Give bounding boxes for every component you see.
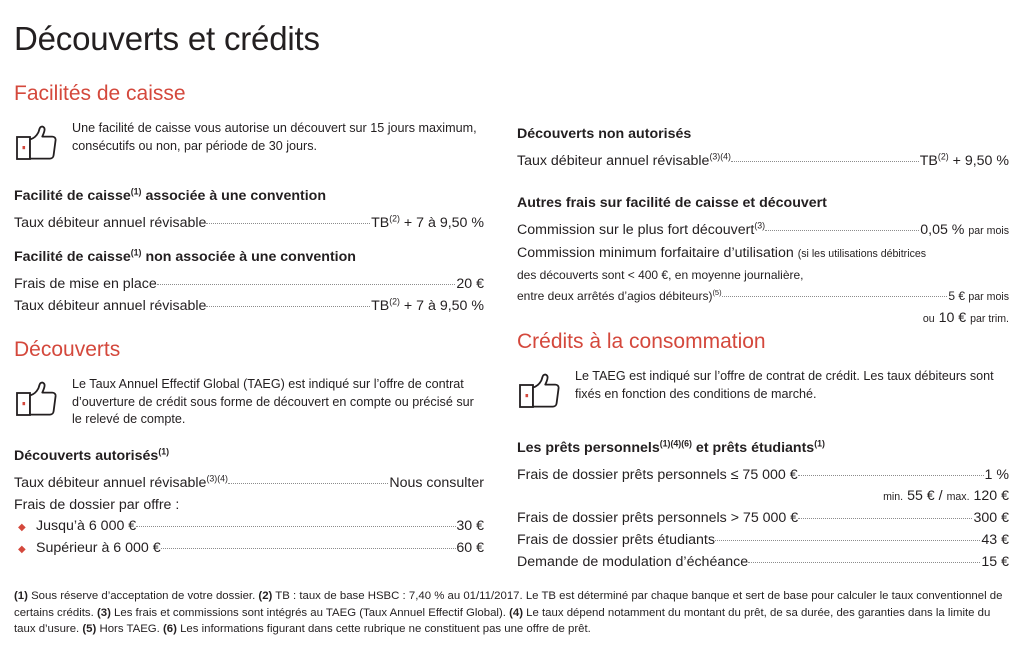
fee-value: 20 € xyxy=(456,276,484,292)
footnote-ref: (2) xyxy=(389,213,400,224)
footnote-text: Hors TAEG. xyxy=(96,623,163,635)
footnote-ref: (2) xyxy=(389,296,400,307)
intro-text-decouverts: Le Taux Annuel Effectif Global (TAEG) est indiqué sur l’offre de contrat d’ouverture de crédit sous forme de découvert en compte ou précisé sur le relevé de compte. xyxy=(72,377,474,426)
subheading-facilite-avec-convention xyxy=(14,187,484,205)
frais-dossier-label: Frais de dossier par offre : xyxy=(14,496,180,513)
leader-dots xyxy=(798,518,972,519)
fee-row xyxy=(517,150,1009,172)
fee-label: Frais de dossier prêts personnels > 75 000 € xyxy=(517,510,799,526)
intro-block-facilites xyxy=(14,120,484,169)
fee-value: $TB^{(2)} + 7$ à 9,50 % xyxy=(371,296,484,314)
alt-unit: par trim. xyxy=(970,313,1009,325)
leader-dots xyxy=(136,526,456,527)
fee-row-commission-minimum xyxy=(517,242,1009,329)
footnote-text: Les frais et commissions sont intégrés au TAEG (Taux Annuel Effectif Global). xyxy=(110,606,510,619)
fee-row xyxy=(14,212,484,234)
min-value: 55 € xyxy=(907,488,935,504)
subheading-prets-personnels xyxy=(517,439,1009,457)
footnote-text: Le taux dépend notamment du montant du prêt, de sa durée, des garanties dans la limite du taux d’usure. xyxy=(14,606,991,635)
fee-label: Supérieur à 6 000 € xyxy=(36,539,161,556)
fee-value: $TB^{(2)} + 9,50$ % xyxy=(919,151,1009,169)
footnote-ref: (1) xyxy=(158,445,170,456)
diamond-bullet-icon: ◆ xyxy=(18,543,26,555)
leader-dots xyxy=(731,161,919,162)
commission-minimum-alt-value xyxy=(517,308,1009,329)
fee-label: Taux débiteur annuel révisable$^{(3)(4)}$ xyxy=(14,472,228,491)
section-decouverts xyxy=(14,338,484,560)
section-heading-credits: Crédits à la consommation xyxy=(517,330,766,353)
alt-prefix: ou xyxy=(922,313,935,325)
footnote-marker: (6) xyxy=(162,623,177,635)
footnote-marker: (1) xyxy=(14,590,28,602)
subheading-autres-frais: Autres frais sur facilité de caisse et découvert xyxy=(517,195,827,211)
subheading-decouverts-autorises xyxy=(14,447,484,465)
commission-minimum-line3 xyxy=(517,286,1009,308)
thumbs-up-icon xyxy=(517,368,563,417)
leader-dots xyxy=(228,483,388,484)
footnote-ref: (1) xyxy=(130,247,142,258)
fee-label: entre deux arrêtés d’agios débiteurs)$^{(5)}$ xyxy=(517,288,722,303)
diamond-bullet-icon: ◆ xyxy=(18,521,26,533)
footnote-text: Les informations figurant dans cette rubrique ne constituent pas une offre de prêt. xyxy=(176,623,591,635)
fee-row xyxy=(517,219,1009,242)
leader-dots xyxy=(206,306,370,307)
footnote-ref: (3)(4) xyxy=(709,151,731,162)
leader-dots xyxy=(161,548,457,549)
section-credits-consommation xyxy=(517,330,1009,573)
fee-value: 43 € xyxy=(981,532,1009,548)
footnote-ref: (2) xyxy=(937,151,949,162)
fee-unit: par mois xyxy=(968,225,1009,237)
footnote-ref: (3) xyxy=(754,220,766,231)
section-heading-facilites: Facilités de caisse xyxy=(14,82,186,105)
fee-value: 1 % xyxy=(984,467,1009,483)
intro-text-credits: Le TAEG est indiqué sur l’offre de contrat de crédit. Les taux débiteurs sont fixés en fonction des conditions de marché. xyxy=(575,369,994,401)
fee-row xyxy=(14,273,484,295)
subheading-text-part1: Facilité de caisse xyxy=(14,188,131,204)
fee-value: 0,05 % par mois xyxy=(920,222,1009,238)
fee-unit: par mois xyxy=(968,291,1009,303)
leader-dots xyxy=(157,284,456,285)
footnote-marker: (2) xyxy=(258,590,273,602)
footnote-marker: (5) xyxy=(82,623,97,635)
max-prefix: max. xyxy=(946,491,970,503)
subheading-text-part2: et prêts étudiants xyxy=(691,440,815,456)
fee-row xyxy=(14,472,484,494)
subheading-facilite-sans-convention xyxy=(14,248,484,266)
intro-text-facilites: Une facilité de caisse vous autorise un découvert sur 15 jours maximum, consécutifs ou non, par période de 30 jours. xyxy=(72,121,477,153)
list-item xyxy=(14,516,484,538)
max-value: 120 € xyxy=(973,488,1009,504)
commission-minimum-line1 xyxy=(517,242,1009,265)
fee-row xyxy=(14,295,484,317)
thumbs-up-icon xyxy=(14,376,60,425)
subheading-text-part1: Les prêts personnels xyxy=(517,440,660,456)
subheading-decouverts-non-autorises: Découverts non autorisés xyxy=(517,126,692,142)
section-facilites-de-caisse xyxy=(14,82,484,317)
subheading-text-part2: non associée à une convention xyxy=(141,249,356,265)
subheading-text-part1: Facilité de caisse xyxy=(14,249,131,265)
section-decouverts-non-autorises xyxy=(517,125,1009,329)
subheading-text: Découverts autorisés xyxy=(14,447,159,464)
fee-label: Frais de dossier prêts personnels ≤ 75 000 € xyxy=(517,467,798,483)
fee-label: Taux débiteur annuel révisable$^{(3)(4)}$ xyxy=(517,151,731,169)
fee-row xyxy=(517,551,1009,573)
footnote-text: TB : taux de base HSBC : 7,40 % au 01/11/2017. Le TB est déterminé par chaque banque et sert de base pour calculer le taux conventionnel de certains crédits. xyxy=(14,590,1003,619)
fee-row xyxy=(517,464,1009,486)
min-max-line xyxy=(517,486,1009,507)
page-title: Découverts et crédits xyxy=(14,20,320,58)
footnote-marker: (4) xyxy=(509,606,524,619)
fee-value: 300 € xyxy=(973,510,1009,526)
thumbs-up-icon xyxy=(14,120,60,169)
footnote-marker: (3) xyxy=(96,606,111,619)
footnote-ref: (1)(4)(6) xyxy=(659,438,692,449)
commission-minimum-label: Commission minimum forfaitaire d’utilisation xyxy=(517,245,794,261)
footnote-ref: (1) xyxy=(130,186,142,197)
footnote-ref: (3)(4) xyxy=(206,472,228,483)
intro-block-credits xyxy=(517,368,1009,417)
fee-value: 30 € xyxy=(456,517,484,534)
leader-dots xyxy=(798,475,984,476)
leader-dots xyxy=(715,540,980,541)
commission-minimum-note1: (si les utilisations débitrices xyxy=(797,248,927,260)
leader-dots xyxy=(722,296,948,297)
footnotes-block xyxy=(14,588,1012,638)
leader-dots xyxy=(765,230,919,231)
fee-value: Nous consulter xyxy=(389,474,484,491)
footnote-text: Sous réserve d’acceptation de votre dossier. xyxy=(27,590,259,602)
footnote-ref: (5) xyxy=(712,288,722,297)
section-heading-decouverts: Découverts xyxy=(14,338,121,361)
fee-label: Taux débiteur annuel révisable xyxy=(14,298,207,314)
fee-label: Demande de modulation d’échéance xyxy=(517,554,749,570)
minmax-separator: / xyxy=(938,488,943,504)
commission-minimum-line2: des découverts sont < 400 €, en moyenne journalière, xyxy=(517,268,804,282)
intro-block-decouverts xyxy=(14,376,484,429)
fee-value: 15 € xyxy=(981,554,1009,570)
fee-label: Frais de dossier prêts étudiants xyxy=(517,532,715,548)
fee-label: Commission sur le plus fort découvert$^{(3)}$ xyxy=(517,220,766,238)
min-prefix: min. xyxy=(883,491,904,503)
fee-row xyxy=(517,507,1009,529)
fee-label: Taux débiteur annuel révisable xyxy=(14,215,207,231)
leader-dots xyxy=(206,223,370,224)
fee-label: Frais de mise en place xyxy=(14,276,157,292)
alt-value: 10 € xyxy=(938,310,967,326)
subheading-text-part2: associée à une convention xyxy=(141,188,326,204)
list-item xyxy=(14,538,484,560)
fee-row xyxy=(517,529,1009,551)
fee-value: $TB^{(2)} + 7$ à 9,50 % xyxy=(371,213,484,231)
footnote-ref: (1) xyxy=(814,438,825,449)
fee-value: 5 € par mois xyxy=(948,289,1009,303)
leader-dots xyxy=(748,562,980,563)
fee-value: 60 € xyxy=(456,539,484,556)
fee-label: Jusqu’à 6 000 € xyxy=(36,517,137,534)
